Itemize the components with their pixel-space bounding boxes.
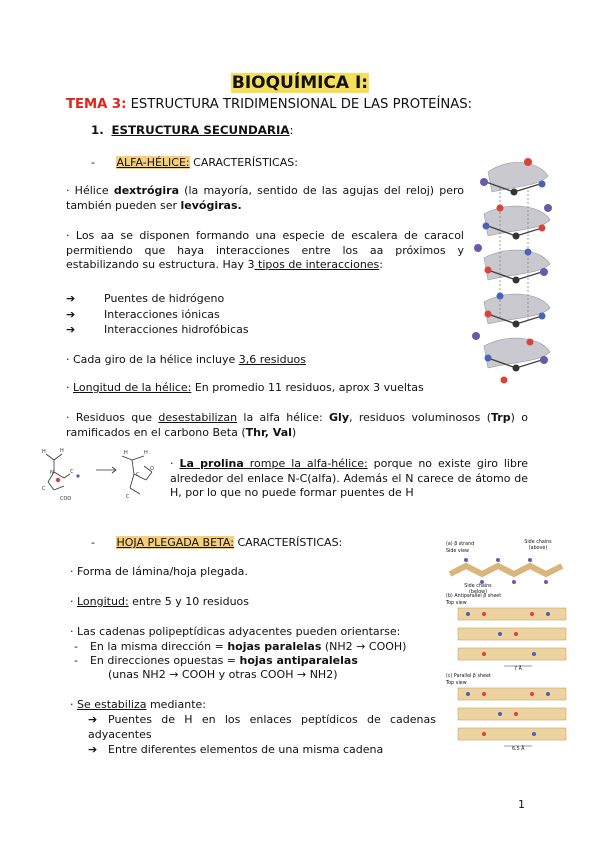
svg-text:COO: COO bbox=[60, 496, 72, 502]
beta-orientation-antiparallel: - En direcciones opuestas = hojas antiparalelas bbox=[74, 654, 358, 667]
beta-p2: · Longitud: entre 5 y 10 residuos bbox=[70, 595, 249, 608]
svg-text:C: C bbox=[136, 472, 140, 478]
alpha-dash: - bbox=[91, 156, 95, 169]
svg-text:C: C bbox=[126, 494, 130, 500]
svg-text:C: C bbox=[70, 469, 74, 475]
svg-text:H: H bbox=[60, 448, 64, 454]
alpha-helix-image bbox=[470, 152, 558, 390]
beta-heading bbox=[91, 536, 342, 551]
list-item: ➔ Puentes de hidrógeno bbox=[66, 292, 225, 305]
beta-dash: - bbox=[91, 536, 95, 549]
beta-heading-title: HOJA PLEGADA BETA: bbox=[116, 536, 234, 549]
section1-heading bbox=[91, 123, 294, 137]
beta-stab-1: ➔ Puentes de H en los enlaces peptídicos de cadenas adyacentes bbox=[88, 713, 436, 741]
page-title: BIOQUÍMICA I: bbox=[231, 73, 369, 93]
svg-text:H: H bbox=[144, 450, 148, 456]
page-number: 1 bbox=[518, 798, 525, 811]
svg-text:C: C bbox=[42, 486, 46, 492]
alpha-p6: · La prolina rompe la alfa-hélice: porque no existe giro libre alrededor del enlace N-C(alfa). Además el N carece de átomo de H, por lo que no puede formar puentes de H bbox=[170, 457, 529, 499]
tema-label: TEMA 3: bbox=[66, 97, 127, 112]
tema-heading bbox=[66, 97, 472, 112]
alpha-p2: · Los aa se disponen formando una especie de escalera de caracol permitiendo que haya interacciones entre los aa próximos y estabilizando su estructura. Hay 3 tipos de interacciones: bbox=[66, 229, 464, 271]
title-wrap bbox=[0, 73, 600, 93]
alpha-p4: · Longitud de la hélice: En promedio 11 residuos, aprox 3 vueltas bbox=[66, 381, 424, 394]
section1-title: ESTRUCTURA SECUNDARIA bbox=[111, 123, 290, 137]
beta-sheet-image: (a) β strand Side view Side chains (above) Side chains (below) (b) Antiparallel β sheet Top view 7 Å (c) Parallel β sheet Top view 6.5 Å bbox=[444, 538, 568, 760]
beta-p3: · Las cadenas polipeptídicas adyacentes pueden orientarse: bbox=[70, 625, 401, 638]
section1-number: 1. bbox=[91, 123, 104, 137]
alpha-heading-title: ALFA-HÉLICE: bbox=[116, 156, 190, 169]
beta-stab-2: ➔ Entre diferentes elementos de una misma cadena bbox=[88, 743, 384, 756]
svg-text:H: H bbox=[42, 449, 46, 455]
alpha-p1: · Hélice dextrógira (la mayoría, sentido de las agujas del reloj) pero también pueden ser levógiras. bbox=[66, 184, 464, 212]
proline-structure-image bbox=[40, 446, 164, 508]
svg-text:O: O bbox=[150, 466, 154, 472]
beta-p1: · Forma de lámina/hoja plegada. bbox=[70, 565, 248, 578]
alpha-p3: · Cada giro de la hélice incluye 3,6 residuos bbox=[66, 353, 307, 366]
tema-text: ESTRUCTURA TRIDIMENSIONAL DE LAS PROTEÍNAS: bbox=[130, 97, 473, 112]
alpha-heading-suffix: CARACTERÍSTICAS: bbox=[189, 156, 298, 169]
list-item: ➔ Interacciones iónicas bbox=[66, 307, 220, 321]
svg-text:N: N bbox=[50, 470, 54, 476]
svg-text:H: H bbox=[124, 450, 128, 456]
interactions-list bbox=[66, 292, 249, 338]
beta-heading-suffix: CARACTERÍSTICAS: bbox=[233, 536, 343, 549]
section1-suffix: : bbox=[289, 123, 294, 137]
beta-p4: · Se estabiliza mediante: bbox=[70, 698, 206, 711]
list-item: ➔ Interacciones hidrofóbicas bbox=[66, 323, 249, 336]
beta-orientation-parallel: - En la misma dirección = hojas paralelas (NH2 → COOH) bbox=[74, 640, 407, 653]
alpha-p5: · Residuos que desestabilizan la alfa hélice: Gly, residuos voluminosos (Trp) o ramificados en el carbono Beta (Thr, Val) bbox=[66, 411, 528, 439]
beta-orientation-antiparallel-note: (unas NH2 → COOH y otras COOH → NH2) bbox=[108, 668, 338, 681]
alpha-heading bbox=[91, 156, 298, 171]
